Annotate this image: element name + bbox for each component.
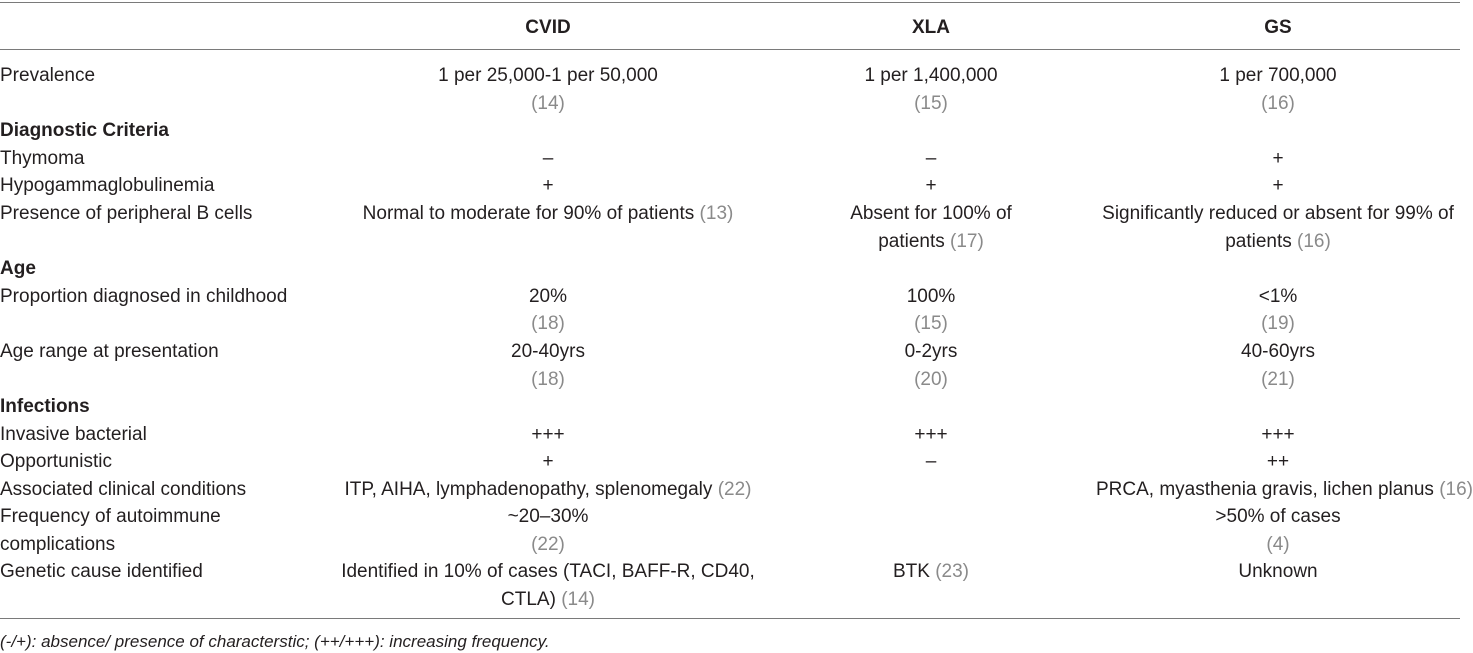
- cell-xla-childhood-diagnosis: 100%: [906, 286, 956, 307]
- header-cvid: CVID: [525, 17, 571, 38]
- cell-xla-age-range: 0-2yrs: [904, 341, 958, 362]
- ref-gs-autoimmune-frequency: (4): [1266, 534, 1290, 555]
- cell-text: ITP, AIHA, lymphadenopathy, splenomegaly: [344, 479, 713, 500]
- cell-gs-hypogammaglobulinemia: +: [1272, 175, 1284, 196]
- cell-cvid-age-range: 20-40yrs: [511, 341, 585, 362]
- row-label-hypogammaglobulinemia: Hypogammaglobulinemia: [0, 175, 215, 196]
- cell-gs-peripheral-b-cells: Significantly reduced or absent for 99% of: [1102, 203, 1454, 224]
- cell-gs-autoimmune-frequency: >50% of cases: [1215, 506, 1341, 527]
- table-top-rule: [0, 2, 1460, 3]
- ref-cvid-prevalence: (14): [531, 93, 565, 114]
- cell-cvid-thymoma: –: [542, 148, 554, 169]
- ref-xla-peripheral-b-cells: (17): [950, 231, 984, 252]
- section-infections: Infections: [0, 396, 90, 417]
- cell-gs-opportunistic: ++: [1266, 451, 1290, 472]
- cell-gs-childhood-diagnosis: <1%: [1258, 286, 1298, 307]
- ref-xla-childhood-diagnosis: (15): [914, 313, 948, 334]
- table-footnote: (-/+): absence/ presence of characterstic; (++/+++): increasing frequency.: [0, 632, 550, 651]
- cell-xla-invasive-bacterial: +++: [914, 424, 948, 445]
- ref-gs-peripheral-b-cells: (16): [1297, 231, 1331, 252]
- ref-cvid-childhood-diagnosis: (18): [531, 313, 565, 334]
- cell-xla-peripheral-b-cells-line2: [766, 228, 1096, 256]
- cell-cvid-hypogammaglobulinemia: +: [542, 175, 554, 196]
- cell-xla-peripheral-b-cells: Absent for 100% of: [850, 203, 1012, 224]
- cell-cvid-genetic-cause: Identified in 10% of cases (TACI, BAFF-R, CD40,: [341, 561, 755, 582]
- row-label-peripheral-b-cells: Presence of peripheral B cells: [0, 203, 253, 224]
- row-label-associated-conditions: Associated clinical conditions: [0, 479, 247, 500]
- cell-gs-age-range: 40-60yrs: [1241, 341, 1315, 362]
- cell-gs-invasive-bacterial: +++: [1261, 424, 1295, 445]
- row-label-autoimmune-frequency-line2: complications: [0, 534, 116, 555]
- cell-xla-prevalence: 1 per 1,400,000: [864, 65, 998, 86]
- cell-cvid-prevalence: 1 per 25,000-1 per 50,000: [438, 65, 658, 86]
- ref-gs-associated-conditions: (16): [1439, 479, 1473, 500]
- ref-cvid-genetic-cause: (14): [561, 589, 595, 610]
- header-rule: [0, 49, 1460, 50]
- row-label-prevalence: Prevalence: [0, 65, 96, 86]
- cell-cvid-invasive-bacterial: +++: [531, 424, 565, 445]
- cell-text: PRCA, myasthenia gravis, lichen planus: [1096, 479, 1434, 500]
- cell-text: patients: [1225, 231, 1292, 252]
- ref-gs-childhood-diagnosis: (19): [1261, 313, 1295, 334]
- cell-gs-prevalence: 1 per 700,000: [1219, 65, 1337, 86]
- cell-gs-peripheral-b-cells-line2: [1096, 228, 1460, 256]
- cell-xla-genetic-cause: [766, 558, 1096, 586]
- ref-cvid-autoimmune-frequency: (22): [531, 534, 565, 555]
- row-label-genetic-cause: Genetic cause identified: [0, 561, 203, 582]
- ref-xla-prevalence: (15): [914, 93, 948, 114]
- cell-cvid-associated-conditions: [330, 476, 766, 504]
- cell-text: CTLA): [501, 589, 556, 610]
- cell-cvid-peripheral-b-cells: [330, 200, 766, 228]
- ref-cvid-associated-conditions: (22): [717, 479, 752, 500]
- table-bottom-rule: [0, 618, 1460, 619]
- cell-gs-associated-conditions: [1096, 476, 1473, 504]
- row-label-opportunistic: Opportunistic: [0, 451, 112, 472]
- row-label-childhood-diagnosis: Proportion diagnosed in childhood: [0, 286, 288, 307]
- cell-xla-thymoma: –: [925, 148, 937, 169]
- cell-gs-thymoma: +: [1272, 148, 1284, 169]
- cell-text: Normal to moderate for 90% of patients: [362, 203, 695, 224]
- cell-gs-genetic-cause: Unknown: [1238, 561, 1318, 582]
- cell-cvid-autoimmune-frequency: ~20–30%: [507, 506, 589, 527]
- header-gs: GS: [1264, 17, 1292, 38]
- row-label-autoimmune-frequency: Frequency of autoimmune: [0, 506, 221, 527]
- cell-text: BTK: [892, 561, 930, 582]
- cell-cvid-childhood-diagnosis: 20%: [528, 286, 568, 307]
- ref-gs-age-range: (21): [1261, 369, 1295, 390]
- row-label-age-range: Age range at presentation: [0, 341, 219, 362]
- section-age: Age: [0, 258, 36, 279]
- ref-cvid-age-range: (18): [531, 369, 565, 390]
- cell-xla-hypogammaglobulinemia: +: [925, 175, 937, 196]
- cell-text: patients: [878, 231, 945, 252]
- header-xla: XLA: [912, 17, 950, 38]
- ref-xla-age-range: (20): [914, 369, 948, 390]
- cell-cvid-genetic-cause-line2: [330, 586, 766, 614]
- ref-gs-prevalence: (16): [1261, 93, 1295, 114]
- ref-cvid-peripheral-b-cells: (13): [699, 203, 734, 224]
- cell-xla-opportunistic: –: [925, 451, 937, 472]
- section-diagnostic-criteria: Diagnostic Criteria: [0, 120, 169, 141]
- row-label-thymoma: Thymoma: [0, 148, 85, 169]
- cell-cvid-opportunistic: +: [542, 451, 554, 472]
- row-label-invasive-bacterial: Invasive bacterial: [0, 424, 147, 445]
- ref-xla-genetic-cause: (23): [935, 561, 970, 582]
